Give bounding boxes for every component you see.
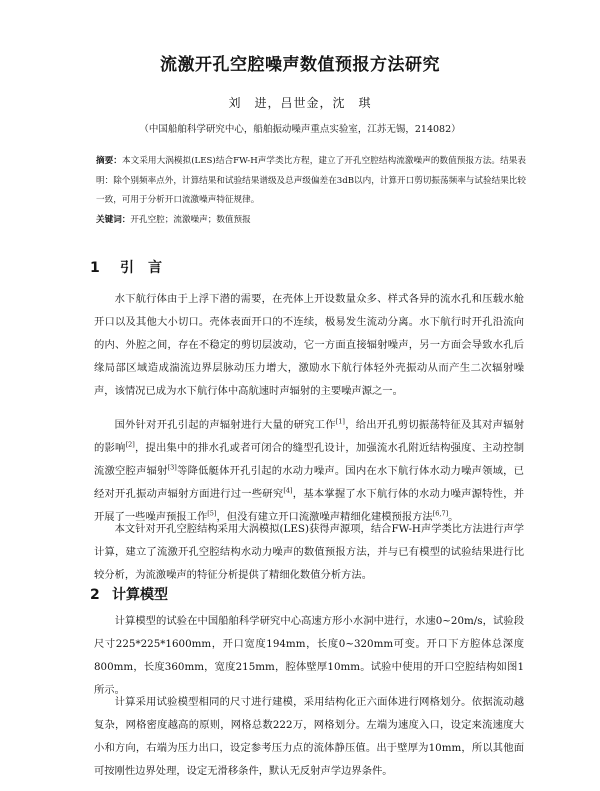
- paragraph: 水下航行体由于上浮下潜的需要，在壳体上开设数量众多、样式各异的流水孔和压载水舱开口以及其他大小切口。壳体表面开口的不连续，极易发生流动分离。水下航行时开孔沿流向的内、外腔之间，存在不稳定的剪切层波动，它一方面直接辐射噪声，另一方面会导致水孔后缘局部区域造成湍流边界层脉动压力增大，激励水下航行体轻外壳振动从而产生二次辐射噪声，该情况已成为水下航行体中高航速时声辐射的主要噪声源之一。: [94, 293, 524, 397]
- section-heading-introduction: [90, 257, 176, 277]
- citation[interactable]: [1]: [335, 417, 345, 426]
- citation[interactable]: [4]: [283, 486, 293, 495]
- authors: 刘 进，吕世金，沈 琪: [228, 96, 372, 110]
- section-title: 计算模型: [112, 587, 168, 603]
- citation[interactable]: [2]: [125, 440, 135, 449]
- paragraph-text: ，但没有建立开口流激噪声精细化建模预报方法: [216, 511, 433, 523]
- citation[interactable]: [3]: [167, 463, 177, 472]
- paragraph: 计算模型的试验在中国船舶科学研究中心高速方形小水洞中进行，水速0~20m/s，试验段尺寸225*225*1600mm，开口宽度194mm，长度0~320mm可变。开口下方腔体总深度800mm，长度360mm，宽度215mm，腔体壁厚10mm。试验中使用的开口空腔结构如图1所示。: [94, 615, 524, 696]
- paragraph: 本文针对开孔空腔结构采用大涡模拟(LES)获得声源项，结合FW-H声学类比方法进行声学计算，建立了流激开孔空腔结构水动力噪声的数值预报方法，并与已有模型的试验结果进行比较分析，为流激噪声的特征分析提供了精细化数值分析方法。: [94, 523, 524, 581]
- paragraph-text: 。: [448, 511, 459, 523]
- paragraph-text: ，提出集中的排水孔或者可闭合的缝型孔设计，加强流水孔附近结构强度、主动控制流激空腔声辐射: [94, 442, 525, 477]
- abstract: [96, 152, 526, 211]
- section-title: 引言: [120, 260, 176, 276]
- section-number: 1: [90, 260, 100, 276]
- paper-title: 流激开孔空腔噪声数值预报方法研究: [160, 55, 440, 75]
- section-heading-computational-model: [90, 584, 168, 604]
- paragraph: 计算采用试验模型相同的尺寸进行建模，采用结构化正六面体进行网格划分。依据流动越复杂，网格密度越高的原则，网格总数222万，网格划分。左端为速度入口，设定来流速度大小和方向，右端为压力出口，设定参考压力点的流体静压值。出于壁厚为10mm，所以其他面可按刚性边界处理，设定无滑移条件，默认无反射声学边界条件。: [94, 696, 524, 777]
- paragraph-text: ，基本掌握了水下航行体的水动力噪声源特性，并开展了一些噪声预报工作: [94, 488, 525, 523]
- paragraph-text: ，给出开孔剪切振荡特征及其对声辐射的影响: [94, 419, 524, 454]
- citation[interactable]: [6,7]: [432, 509, 449, 518]
- keywords-label: 关键词：: [96, 215, 131, 225]
- paragraph-text: 等降低艇体开孔引起的水动力噪声。国内在水下航行体水动力噪声领域，已经对开孔振动声辐射方面进行过一些研究: [94, 465, 525, 500]
- paragraph-text: 国外针对开孔引起的声辐射进行大量的研究工作: [114, 419, 336, 431]
- keywords-text: 开孔空腔；流激噪声；数值预报: [130, 215, 251, 225]
- citation[interactable]: [5]: [207, 509, 217, 518]
- abstract-label: 摘要：: [96, 156, 122, 166]
- section-number: 2: [90, 587, 100, 603]
- paragraph: [94, 414, 524, 529]
- affiliation: （中国船舶科学研究中心，船舶振动噪声重点实验室，江苏无锡，214082）: [139, 124, 461, 135]
- keywords: [96, 211, 526, 230]
- abstract-text: 本文采用大涡模拟(LES)结合FW-H声学类比方程，建立了开孔空腔结构流激噪声的数值预报方法。结果表明：除个别频率点外，计算结果和试验结果谱级及总声级偏差在3dB以内，计算开口剪切振荡频率与试验结果比较一致，可用于分析开口流激噪声特征规律。: [96, 156, 526, 205]
